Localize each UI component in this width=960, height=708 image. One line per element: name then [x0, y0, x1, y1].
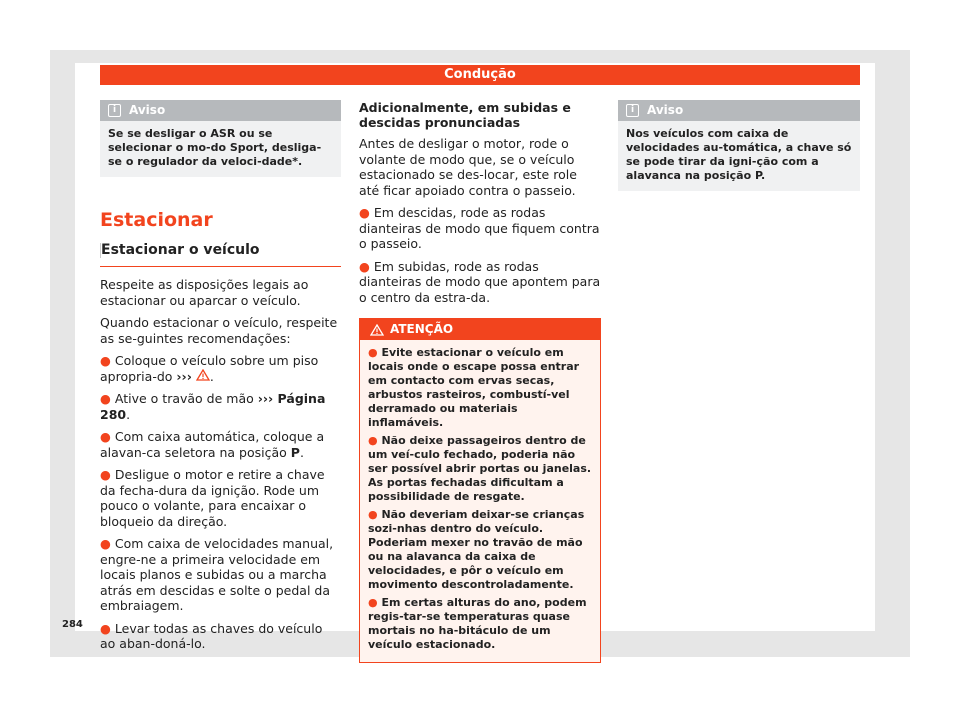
- warning-triangle-icon: [370, 324, 384, 336]
- warning-body: [360, 340, 600, 662]
- warning-item: ● Não deixe passageiros dentro de um veí-culo fechado, poderia não ser possível abrir portas ou janelas. As portas fechadas dificultam a possibilidade de resgate.: [368, 434, 592, 503]
- warning-box: [359, 318, 601, 663]
- subheading: Adicionalmente, em subidas e descidas pronunciadas: [359, 100, 571, 130]
- list-item: ● Com caixa automática, coloque a alavan-ca seletora na posição P.: [100, 429, 325, 460]
- list-item: ● Levar todas as chaves do veículo ao aban-doná-lo.: [100, 620, 323, 651]
- list-item: ● Ative o travão de mão ››› Página 280.: [100, 391, 326, 422]
- aviso-text: Nos veículos com caixa de velocidades au-tomática, a chave só se pode tirar da igni-ção com a alavanca na posição P.: [626, 127, 852, 182]
- aviso-box-right: [618, 100, 860, 191]
- page-reference-link[interactable]: ››› Página 280: [100, 391, 326, 422]
- warning-header: [360, 319, 600, 340]
- section-heading: Estacionar: [100, 209, 213, 231]
- subsection-heading: Estacionar o veículo: [101, 241, 260, 258]
- subsection-rule: [100, 266, 341, 267]
- right-column: [618, 100, 860, 191]
- list-item: ● Em subidas, rode as rodas dianteiras de modo que apontem para o centro da estra-da.: [359, 258, 601, 305]
- info-icon: i: [108, 104, 121, 117]
- warning-title: ATENÇÃO: [390, 322, 454, 336]
- warning-item: ● Em certas alturas do ano, podem regis-tar-se temperaturas quase mortais no ha-bitáculo de um veículo estacionado.: [368, 596, 587, 651]
- paragraph: Antes de desligar o motor, rode o volante de modo que, se o veículo estacionado se des-locar, este role até ficar apoiado contra o passeio.: [359, 136, 577, 198]
- aviso-text: Se se desligar o ASR ou se selecionar o mo-do Sport, desliga-se o regulador da veloci-dade*.: [108, 127, 322, 168]
- page-number: 284: [62, 619, 83, 630]
- list-item: ● Em descidas, rode as rodas dianteiras de modo que fiquem contra o passeio.: [359, 205, 600, 251]
- list-item: ● Coloque o veículo sobre um piso apropria-do ››› .: [100, 353, 319, 384]
- list-item: ● Com caixa de velocidades manual, engre-ne a primeira velocidade em locais planos e subidas ou a marcha atrás em descidas e solte o pedal da embraiagem.: [100, 536, 334, 613]
- warning-item: ● Não deveriam deixar-se crianças sozi-nhas dentro do veículo. Poderiam mexer no travão de mão ou na alavanca da caixa de velocidades, e pôr o veículo em movimento descontroladamente.: [368, 508, 585, 591]
- middle-column: [359, 100, 601, 663]
- paragraph: Quando estacionar o veículo, respeite as se-guintes recomendações:: [100, 315, 338, 346]
- left-column: [100, 100, 341, 659]
- warning-item: ● Evite estacionar o veículo em locais onde o escape possa entrar em contacto com ervas secas, arbustos rasteiros, combustí-vel derramado ou materiais inflamáveis.: [368, 346, 580, 429]
- info-icon: i: [626, 104, 639, 117]
- list-item: ● Desligue o motor e retire a chave da fecha-dura da ignição. Rode um pouco o volante, para encaixar o bloqueio da direção.: [100, 467, 325, 529]
- paragraph: Respeite as disposições legais ao estacionar ou aparcar o veículo.: [100, 277, 309, 308]
- aviso-header: [100, 100, 341, 121]
- chapter-header: Condução: [100, 65, 860, 85]
- warning-triangle-icon: [196, 369, 210, 381]
- aviso-title: Aviso: [647, 103, 684, 117]
- aviso-header: [618, 100, 860, 121]
- aviso-title: Aviso: [129, 103, 166, 117]
- aviso-box-left: [100, 100, 341, 177]
